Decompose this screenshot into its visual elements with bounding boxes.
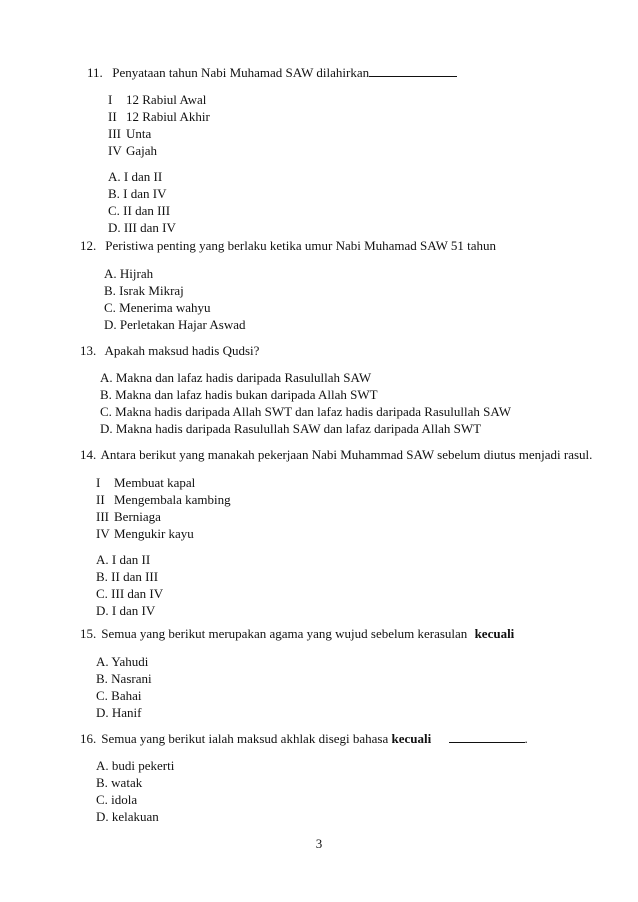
question-number: 13. <box>80 343 97 358</box>
question-stem: Peristiwa penting yang berlaku ketika umur Nabi Muhamad SAW 51 tahun <box>105 238 497 253</box>
answer-option: B. Makna dan lafaz hadis bukan daripada Allah SWT <box>100 387 378 402</box>
answer-option: C. idola <box>96 792 138 807</box>
question-number: 11. <box>87 65 103 80</box>
answer-option: B. I dan IV <box>108 186 167 201</box>
question-12 <box>80 238 496 254</box>
answer-blank <box>449 731 525 743</box>
question-16 <box>80 731 528 747</box>
answer-option: C. III dan IV <box>96 586 164 601</box>
answer-option: B. Nasrani <box>96 671 152 686</box>
question-keyword: kecuali <box>391 731 432 746</box>
question-13 <box>80 343 259 359</box>
roman-item: III Berniaga <box>96 509 161 524</box>
answer-option: B. II dan III <box>96 569 159 584</box>
answer-option: A. budi pekerti <box>96 758 175 773</box>
answer-option: B. watak <box>96 775 143 790</box>
question-number: 16. <box>80 731 97 746</box>
page-number: 3 <box>315 836 323 851</box>
roman-item: II Mengembala kambing <box>96 492 231 507</box>
answer-option: A. Makna dan lafaz hadis daripada Rasulullah SAW <box>100 370 372 385</box>
answer-option: D. III dan IV <box>108 220 176 235</box>
question-14 <box>80 447 592 463</box>
answer-option: A. Hijrah <box>104 266 154 281</box>
question-stem: Semua yang berikut merupakan agama yang wujud sebelum kerasulan <box>101 626 468 641</box>
question-keyword: kecuali <box>474 626 515 641</box>
question-number: 12. <box>80 238 97 253</box>
question-number: 14. <box>80 447 97 462</box>
question-tail: . <box>524 731 528 746</box>
question-11 <box>87 65 457 81</box>
answer-option: D. Perletakan Hajar Aswad <box>104 317 246 332</box>
answer-option: C. Makna hadis daripada Allah SWT dan lafaz hadis daripada Rasulullah SAW <box>100 404 511 419</box>
roman-item: III Unta <box>108 126 152 141</box>
answer-option: A. Yahudi <box>96 654 149 669</box>
roman-item: IV Mengukir kayu <box>96 526 194 541</box>
question-stem: Apakah maksud hadis Qudsi? <box>104 343 260 358</box>
question-stem: Penyataan tahun Nabi Muhamad SAW dilahirkan <box>112 65 370 80</box>
answer-option: A. I dan II <box>96 552 151 567</box>
answer-option: C. Bahai <box>96 688 142 703</box>
roman-item: I Membuat kapal <box>96 475 196 490</box>
answer-option: C. II dan III <box>108 203 171 218</box>
answer-option: B. Israk Mikraj <box>104 283 184 298</box>
roman-item: I 12 Rabiul Awal <box>108 92 207 107</box>
roman-item: II 12 Rabiul Akhir <box>108 109 210 124</box>
answer-option: D. Makna hadis daripada Rasulullah SAW dan lafaz daripada Allah SWT <box>100 421 482 436</box>
answer-option: A. I dan II <box>108 169 163 184</box>
roman-item: IV Gajah <box>108 143 158 158</box>
answer-blank <box>369 65 457 77</box>
answer-option: C. Menerima wahyu <box>104 300 211 315</box>
question-number: 15. <box>80 626 97 641</box>
answer-option: D. Hanif <box>96 705 142 720</box>
question-stem: Antara berikut yang manakah pekerjaan Nabi Muhammad SAW sebelum diutus menjadi rasul. <box>100 447 593 462</box>
question-15 <box>80 626 514 642</box>
answer-option: D. kelakuan <box>96 809 159 824</box>
answer-option: D. I dan IV <box>96 603 156 618</box>
question-stem: Semua yang berikut ialah maksud akhlak disegi bahasa <box>101 731 389 746</box>
